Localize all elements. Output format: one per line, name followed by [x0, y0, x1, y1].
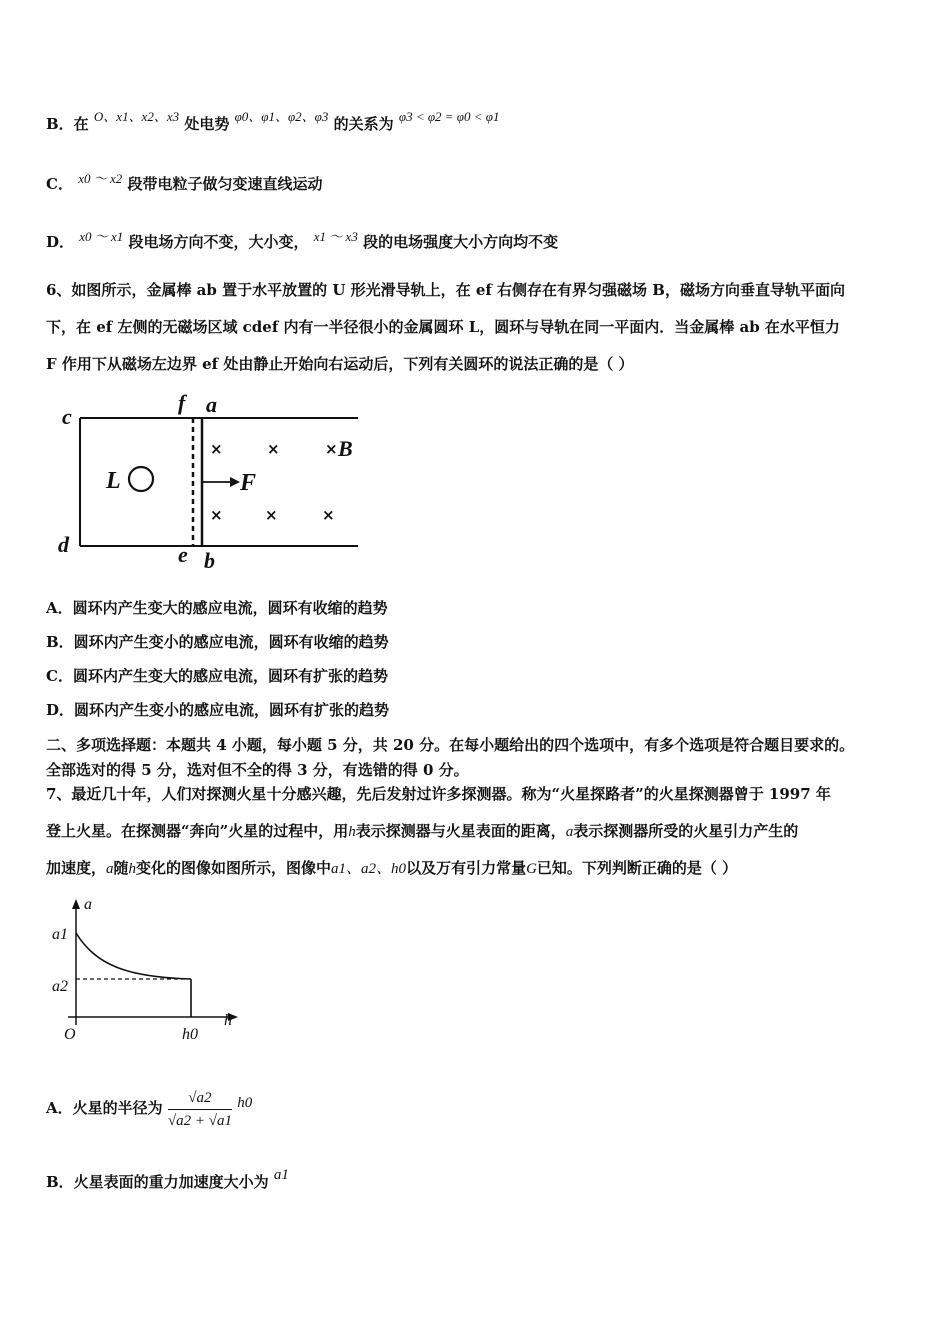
metal-ring	[129, 467, 153, 491]
label-O: O	[64, 1026, 76, 1043]
var-G: G	[526, 861, 537, 877]
rail-magnetic-field-figure	[50, 388, 370, 573]
q7-text: 表示探测器所受的火星引力产生的	[573, 822, 799, 840]
q7-text: 以及万有引力常量	[406, 859, 527, 877]
q7-text: 表示探测器与火星表面的距离，	[355, 822, 566, 840]
q5-option-c	[46, 171, 323, 195]
q7-option-b	[46, 1167, 289, 1193]
fraction-denominator: √a2 + √a1	[167, 1112, 232, 1129]
field-cross: ×	[322, 506, 335, 524]
label-B: B	[338, 436, 353, 461]
q6-option-b: B．圆环内产生变小的感应电流，圆环有收缩的趋势	[46, 633, 389, 651]
option-d-range1: x0 ～ x1	[79, 229, 124, 244]
field-cross: ×	[267, 440, 280, 458]
label-a1: a1	[52, 926, 68, 943]
label-e: e	[178, 542, 188, 567]
curve	[76, 933, 191, 979]
label-h0: h0	[182, 1026, 198, 1043]
option-b-text: 处电势	[184, 115, 230, 133]
q7-stem-line1: 7、最近几十年，人们对探测火星十分感兴趣，先后发射过许多探测器。称为“火星探路者”的火星探测器曾于 1997 年	[46, 785, 831, 803]
section2-line1: 二、多项选择题：本题共 4 小题，每小题 5 分，共 20 分。在每小题给出的四个选项中，有多个选项是符合题目要求的。	[46, 736, 855, 754]
q6-option-a: A．圆环内产生变大的感应电流，圆环有收缩的趋势	[46, 599, 388, 617]
fraction-numerator: √a2	[168, 1088, 232, 1110]
option-c-prefix: C．	[46, 175, 73, 193]
label-L: L	[106, 468, 121, 494]
label-a2: a2	[52, 978, 68, 995]
label-a: a	[206, 392, 217, 417]
option-a-prefix: A．火星的半径为	[46, 1099, 163, 1117]
q7-text: 登上火星。在探测器“奔向”火星的过程中，用	[46, 822, 349, 840]
radius-fraction	[168, 1088, 232, 1131]
field-cross: ×	[210, 440, 223, 458]
q6-stem-line2: 下，在 ef 左侧的无磁场区域 cdef 内有一半径很小的金属圆环 L，圆环与导轨在同一平面内．当金属棒 ab 在水平恒力	[46, 318, 840, 336]
given-vars: a1、a2、h0	[331, 861, 407, 877]
q7-text: 变化的图像如图所示，图像中	[136, 859, 332, 877]
points-list: O、x1、x2、x3	[93, 109, 180, 124]
var-a: a	[565, 824, 574, 840]
option-d-range2: x1 ～ x3	[313, 229, 358, 244]
q7-text: 已知。下列判断正确的是（ ）	[536, 859, 738, 877]
q6-option-c: C．圆环内产生变大的感应电流，圆环有扩张的趋势	[46, 667, 388, 685]
q5-option-d	[46, 229, 559, 253]
a-h-graph	[46, 893, 246, 1053]
option-d-text2: 段的电场强度大小方向均不变	[363, 233, 559, 251]
fraction-factor: h0	[237, 1095, 253, 1111]
q5-option-b	[46, 109, 500, 135]
label-a-axis: a	[84, 896, 92, 913]
option-b-prefix: B．在	[46, 115, 89, 133]
potential-relation: φ3 < φ2 = φ0 < φ1	[398, 109, 500, 124]
q7-option-a	[46, 1078, 252, 1139]
q7-text: 加速度，	[46, 859, 107, 877]
label-h-axis: h	[224, 1012, 232, 1029]
field-cross: ×	[265, 506, 278, 524]
option-b-value: a1	[273, 1167, 289, 1183]
label-c: c	[62, 404, 72, 429]
label-d: d	[58, 532, 69, 557]
option-d-prefix: D．	[46, 233, 75, 251]
option-c-range: x0 ～ x2	[78, 171, 123, 186]
q6-stem-line1: 6、如图所示，金属棒 ab 置于水平放置的 U 形光滑导轨上，在 ef 右侧存在有界匀强磁场 B，磁场方向垂直导轨平面向	[46, 281, 845, 299]
field-cross: ×	[210, 506, 223, 524]
q6-stem-line3: F 作用下从磁场左边界 ef 处由静止开始向右运动后，下列有关圆环的说法正确的是（ ）	[46, 355, 634, 373]
label-f: f	[178, 390, 186, 415]
option-b-text2: 的关系为	[333, 115, 394, 133]
q7-stem-line2	[46, 821, 798, 842]
var-a: a	[106, 861, 114, 877]
section2-line2: 全部选对的得 5 分，选对但不全的得 3 分，有选错的得 0 分。	[46, 761, 469, 779]
potentials-list: φ0、φ1、φ2、φ3	[234, 109, 329, 124]
label-F: F	[240, 470, 257, 496]
option-c-text: 段带电粒子做匀变速直线运动	[127, 175, 323, 193]
var-h: h	[128, 861, 137, 877]
var-h: h	[348, 824, 356, 840]
option-d-text: 段电场方向不变，大小变，	[128, 233, 309, 251]
label-b: b	[204, 548, 215, 573]
option-b-prefix: B．火星表面的重力加速度大小为	[46, 1173, 269, 1191]
q6-option-d: D．圆环内产生变小的感应电流，圆环有扩张的趋势	[46, 701, 390, 719]
q7-stem-line3	[46, 858, 737, 879]
q7-text: 随	[113, 859, 129, 877]
field-cross: ×	[325, 440, 338, 458]
